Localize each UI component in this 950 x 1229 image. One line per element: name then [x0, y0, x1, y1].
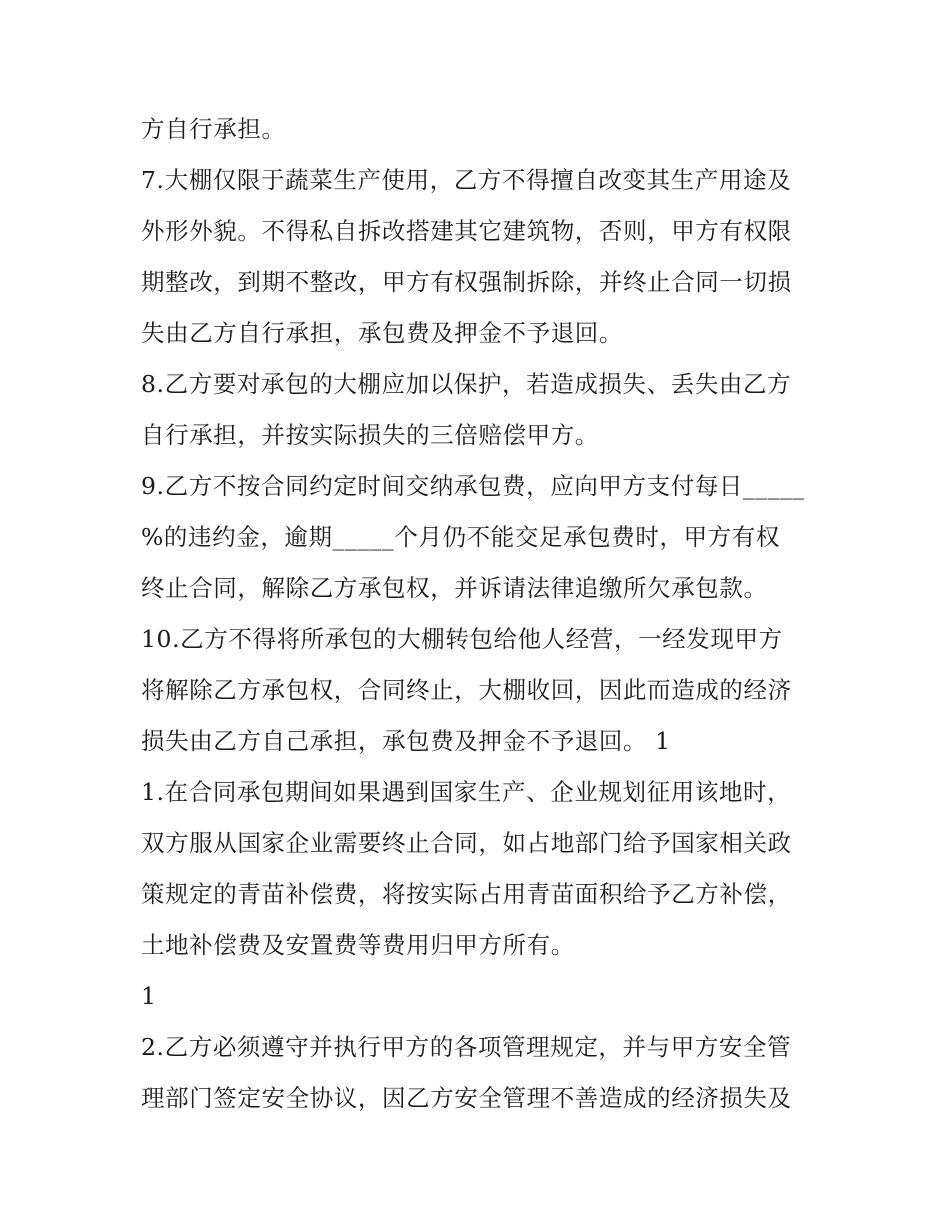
text-line: 损失由乙方自己承担，承包费及押金不予退回。 1	[141, 727, 671, 755]
text-line: 将解除乙方承包权，合同终止，大棚收回，因此而造成的经济	[141, 676, 792, 704]
text-line: 双方服从国家企业需要终止合同，如占地部门给予国家相关政	[141, 829, 792, 857]
text-line: 1.在合同承包期间如果遇到国家生产、企业规划征用该地时，	[141, 778, 792, 806]
text-line: 土地补偿费及安置费等费用归甲方所有。	[141, 931, 575, 959]
text-line: 2.乙方必须遵守并执行甲方的各项管理规定，并与甲方安全管	[141, 1033, 792, 1061]
text-line: 策规定的青苗补偿费，将按实际占用青苗面积给予乙方补偿，	[141, 880, 792, 908]
text-line: 8.乙方要对承包的大棚应加以保护，若造成损失、丢失由乙方	[141, 370, 792, 398]
text-line: 期整改，到期不整改，甲方有权强制拆除，并终止合同一切损	[141, 268, 792, 296]
text-line: 9.乙方不按合同约定时间交纳承包费，应向甲方支付每日_____	[141, 472, 805, 500]
text-line: %的违约金，逾期_____个月仍不能交足承包费时，甲方有权	[141, 523, 780, 551]
text-line: 自行承担，并按实际损失的三倍赔偿甲方。	[141, 421, 599, 449]
text-line: 1	[141, 982, 157, 1010]
text-line: 10.乙方不得将所承包的大棚转包给他人经营，一经发现甲方	[141, 625, 783, 653]
document-body	[141, 104, 821, 1124]
text-line: 理部门签定安全协议，因乙方安全管理不善造成的经济损失及	[141, 1084, 792, 1112]
text-line: 外形外貌。不得私自拆改搭建其它建筑物，否则，甲方有权限	[141, 217, 792, 245]
text-line: 失由乙方自行承担，承包费及押金不予退回。	[141, 319, 623, 347]
text-line: 7.大棚仅限于蔬菜生产使用，乙方不得擅自改变其生产用途及	[141, 166, 792, 194]
text-line: 方自行承担。	[141, 115, 286, 143]
text-line: 终止合同，解除乙方承包权，并诉请法律追缴所欠承包款。	[141, 574, 768, 602]
